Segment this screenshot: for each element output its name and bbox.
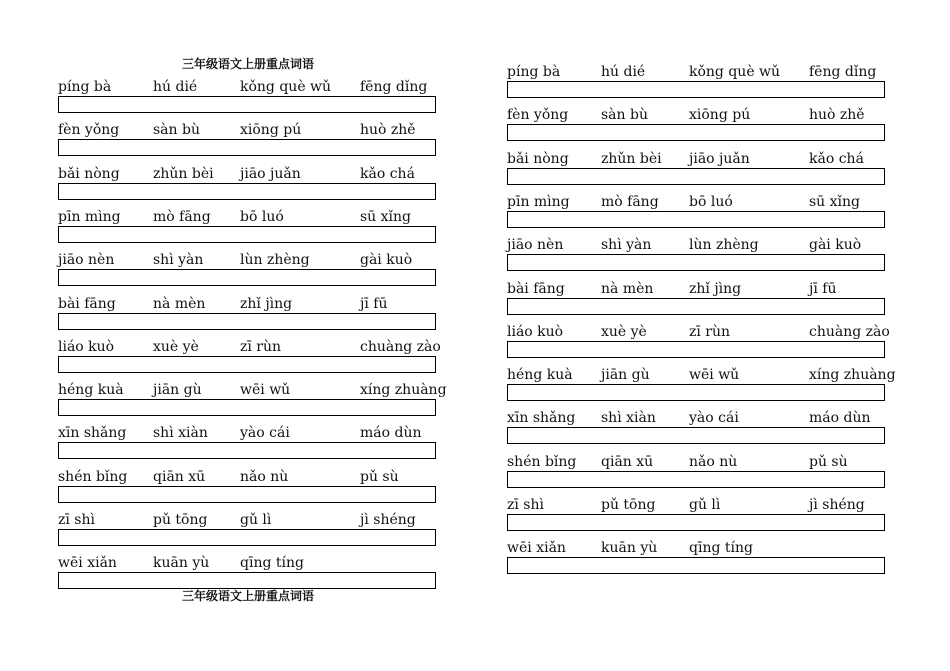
word-row [58,79,436,119]
pinyin-word: pǔ sù [809,453,848,470]
answer-box[interactable] [58,399,436,416]
word-row [58,555,436,595]
pinyin-word: máo dùn [809,410,871,427]
pinyin-word: héng kuà [58,382,124,399]
pinyin-word: kuān yù [153,555,210,572]
pinyin-word: zhǔn bèi [601,150,662,167]
word-row [58,209,436,249]
answer-box[interactable] [58,356,436,373]
pinyin-word: wēi xiǎn [507,540,566,557]
word-row [507,367,896,407]
answer-box[interactable] [58,226,436,243]
pinyin-word: chuàng zào [809,323,890,340]
answer-box[interactable] [507,254,885,271]
pinyin-word: xíng zhuàng [360,382,447,399]
pinyin-word: mò fāng [601,193,659,210]
pinyin-word: jī fū [360,295,388,312]
answer-box[interactable] [507,81,885,98]
pinyin-word: gǔ lì [689,497,721,513]
word-row [58,338,441,379]
answer-box[interactable] [507,168,885,185]
pinyin-word: jiāo juǎn [689,150,750,167]
pinyin-word: pǔ tōng [153,512,208,528]
pinyin-word: xīn shǎng [58,425,127,442]
pinyin-word: kǎo chá [809,150,864,167]
answer-box[interactable] [58,313,436,330]
pinyin-word: zī rùn [689,323,731,340]
pinyin-word: huò zhě [809,107,865,124]
pinyin-word: qīng tíng [240,555,304,572]
answer-box[interactable] [58,442,436,459]
answer-box[interactable] [507,124,885,141]
word-row [507,323,890,364]
pinyin-word: kǎo chá [360,165,415,182]
pinyin-word: pǔ tōng [601,497,656,513]
pinyin-word: shén bǐng [507,453,577,470]
answer-box[interactable] [507,384,885,401]
answer-box[interactable] [58,486,436,503]
pinyin-word: bài fāng [58,295,116,312]
answer-box[interactable] [58,572,436,589]
pinyin-word: kuān yù [601,540,658,557]
pinyin-word: wēi wǔ [240,382,291,399]
pinyin-word: kǒng què wǔ [240,79,332,95]
answer-box[interactable] [507,341,885,358]
pinyin-word: qīng tíng [689,540,753,557]
pinyin-word: zhǔn bèi [153,165,214,182]
pinyin-word: zī shì [507,497,544,513]
pinyin-word: jì shéng [360,512,416,528]
pinyin-word: gài kuò [809,237,862,254]
answer-box[interactable] [507,211,885,228]
word-row [58,469,436,509]
pinyin-word: pīn mìng [58,208,121,225]
word-row [507,237,885,277]
word-row [507,410,885,450]
word-row [58,512,436,552]
pinyin-word: xiōng pú [689,107,751,124]
pinyin-word: xīn shǎng [507,410,576,427]
pinyin-word: liáo kuò [507,323,564,340]
pinyin-word: nǎo nù [689,453,738,470]
word-row [507,540,885,580]
pinyin-word: kǒng què wǔ [689,64,781,80]
pinyin-word: shì yàn [601,237,652,254]
pinyin-word: xuè yè [153,338,199,355]
pinyin-word: fèn yǒng [58,122,120,139]
pinyin-word: hú dié [601,64,646,80]
answer-box[interactable] [58,96,436,113]
pinyin-word: bō luó [240,208,284,225]
pinyin-word: jī fū [809,280,837,297]
pinyin-word: lùn zhèng [689,237,759,254]
word-row [58,166,436,206]
pinyin-word: máo dùn [360,425,422,442]
page-title-bottom: 三年级语文上册重点词语 [182,589,315,603]
pinyin-word: xiōng pú [240,122,302,139]
pinyin-word: bǎi nòng [58,165,120,182]
pinyin-word: zī rùn [240,338,282,355]
pinyin-word: gài kuò [360,252,413,269]
pinyin-word: jiāo nèn [58,252,115,269]
pinyin-word: shì xiàn [601,410,656,427]
pinyin-word: héng kuà [507,367,573,384]
pinyin-word: shì xiàn [153,425,208,442]
pinyin-word: pǔ sù [360,468,399,485]
pinyin-word: zī shì [58,512,95,528]
pinyin-word: lùn zhèng [240,252,310,269]
pinyin-word: sū xǐng [809,193,861,210]
word-row [507,151,885,191]
pinyin-word: xíng zhuàng [809,367,896,384]
pinyin-word: xuè yè [601,323,647,340]
pinyin-word: bài fāng [507,280,565,297]
pinyin-word: zhǐ jìng [689,280,742,297]
answer-box[interactable] [58,529,436,546]
pinyin-word: nà mèn [601,280,654,297]
pinyin-word: jiān gù [153,382,202,399]
pinyin-word: bō luó [689,193,733,210]
pinyin-word: wēi wǔ [689,367,740,384]
answer-box[interactable] [507,471,885,488]
pinyin-word: fèn yǒng [507,107,569,124]
pinyin-word: fēng dǐng [809,64,877,80]
pinyin-word: hú dié [153,79,198,95]
pinyin-word: pīn mìng [507,193,570,210]
pinyin-word: sū xǐng [360,208,412,225]
pinyin-word: yào cái [689,410,739,427]
pinyin-word: fēng dǐng [360,79,428,95]
pinyin-word: shì yàn [153,252,204,269]
pinyin-word: jiāo juǎn [240,165,301,182]
pinyin-word: bǎi nòng [507,150,569,167]
answer-box[interactable] [507,427,885,444]
answer-box[interactable] [58,139,436,156]
word-row [58,252,436,292]
pinyin-word: mò fāng [153,208,211,225]
pinyin-word: píng bà [58,79,112,95]
word-row [507,281,885,321]
word-row [58,296,436,336]
word-row [58,122,436,162]
pinyin-word: sàn bù [601,107,648,124]
pinyin-word: zhǐ jìng [240,295,293,312]
answer-box[interactable] [507,557,885,574]
pinyin-word: gǔ lì [240,512,272,528]
pinyin-word: jiāo nèn [507,237,564,254]
word-row [58,425,436,465]
word-row [507,454,885,494]
word-row [58,382,447,422]
pinyin-word: nǎo nù [240,468,289,485]
pinyin-word: qiān xū [153,468,206,485]
pinyin-word: yào cái [240,425,290,442]
pinyin-word: huò zhě [360,122,416,139]
word-row [507,64,885,104]
pinyin-word: qiān xū [601,453,654,470]
word-row [507,107,885,147]
pinyin-word: wēi xiǎn [58,555,117,572]
pinyin-word: shén bǐng [58,468,128,485]
word-row [507,497,885,537]
answer-box[interactable] [507,514,885,531]
pinyin-word: sàn bù [153,122,200,139]
answer-box[interactable] [507,298,885,315]
pinyin-word: jì shéng [809,497,865,513]
page-title-top: 三年级语文上册重点词语 [182,57,315,71]
word-row [507,194,885,234]
pinyin-word: jiān gù [601,367,650,384]
pinyin-word: liáo kuò [58,338,115,355]
pinyin-word: chuàng zào [360,338,441,355]
pinyin-word: nà mèn [153,295,206,312]
pinyin-word: píng bà [507,64,561,80]
answer-box[interactable] [58,269,436,286]
answer-box[interactable] [58,183,436,200]
